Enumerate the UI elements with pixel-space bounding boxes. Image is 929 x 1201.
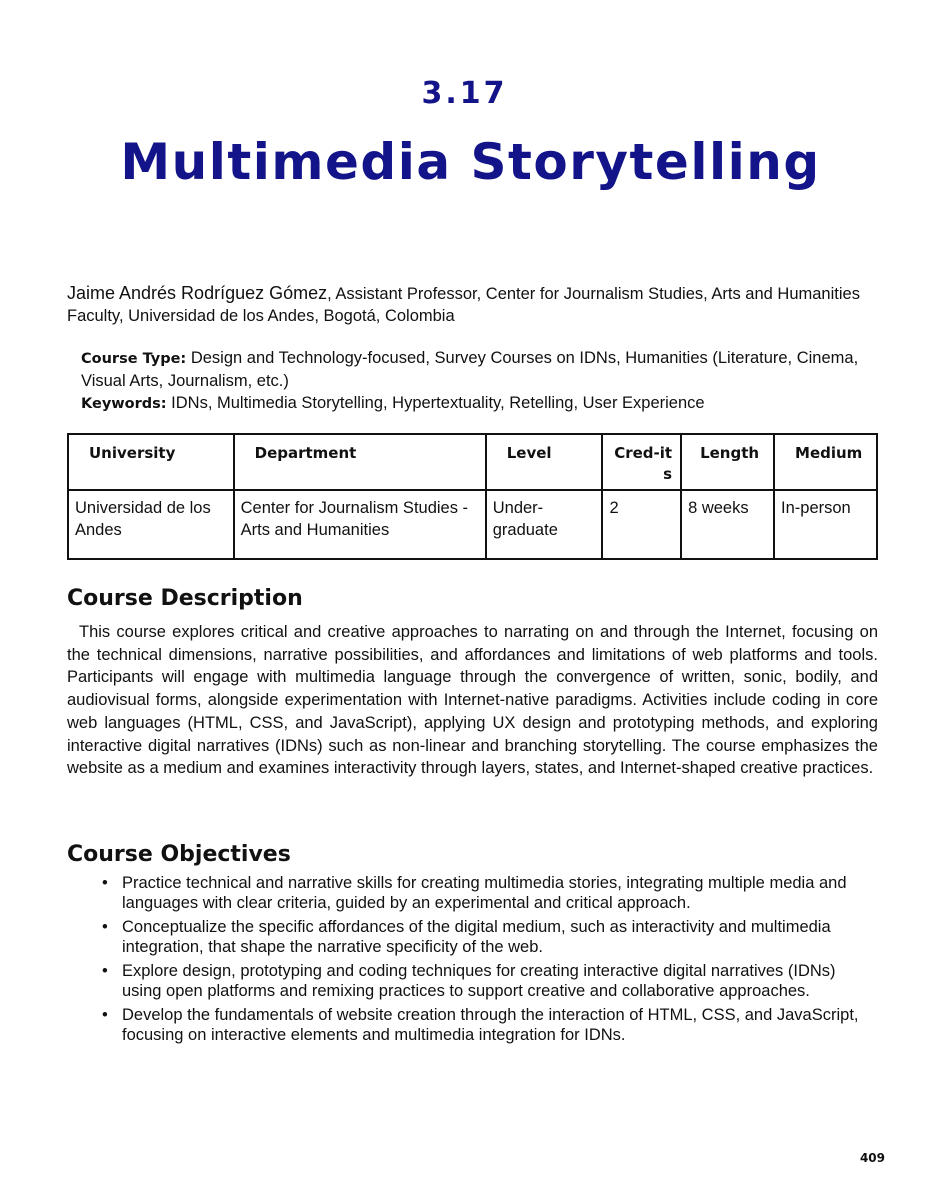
bullet-icon: • — [102, 874, 108, 892]
keywords — [81, 392, 871, 415]
author-affiliation: , Assistant Professor, Center for Journalism Studies, Arts and Humanities Faculty, Universidad de los Andes, Bogotá, Colombia — [67, 285, 860, 325]
cell-credits: 2 — [602, 490, 681, 559]
list-item — [100, 917, 860, 957]
header-credits: Cred-its — [602, 434, 681, 490]
objective-text: Explore design, prototyping and coding techniques for creating interactive digital narratives (IDNs) using open platforms and remixing practices to support creative and collaborative approaches. — [122, 962, 836, 1000]
header-university: University — [68, 434, 234, 490]
objectives-list — [100, 873, 860, 1049]
table-row — [68, 490, 877, 559]
course-info-table — [67, 433, 878, 560]
course-type-label: Course Type: — [81, 351, 187, 367]
objective-text: Conceptualize the specific affordances of the digital medium, such as interactivity and multimedia integration, that shape the narrative specificity of the web. — [122, 918, 831, 956]
author-name: Jaime Andrés Rodríguez Gómez — [67, 283, 328, 303]
cell-university: Universidad de los Andes — [68, 490, 234, 559]
header-department: Department — [234, 434, 486, 490]
cell-medium: In-person — [774, 490, 877, 559]
keywords-value: IDNs, Multimedia Storytelling, Hypertextuality, Retelling, User Experience — [166, 394, 705, 412]
course-meta — [81, 347, 871, 415]
cell-department: Center for Journalism Studies - Arts and Humanities — [234, 490, 486, 559]
course-objectives-heading: Course Objectives — [67, 842, 291, 867]
bullet-icon: • — [102, 918, 108, 936]
list-item — [100, 961, 860, 1001]
section-number: 3.17 — [421, 76, 508, 111]
objective-text: Develop the fundamentals of website creation through the interaction of HTML, CSS, and JavaScript, focusing on interactive elements and multimedia integration for IDNs. — [122, 1006, 859, 1044]
objective-text: Practice technical and narrative skills for creating multimedia stories, integrating multiple media and languages with clear criteria, guided by an experimental and critical approach. — [122, 874, 847, 912]
list-item — [100, 1005, 860, 1045]
bullet-icon: • — [102, 1006, 108, 1024]
cell-length: 8 weeks — [681, 490, 774, 559]
header-length: Length — [681, 434, 774, 490]
header-level: Level — [486, 434, 603, 490]
bullet-icon: • — [102, 962, 108, 980]
table-header-row — [68, 434, 877, 490]
chapter-title: Multimedia Storytelling — [120, 133, 821, 191]
course-description-heading: Course Description — [67, 586, 303, 611]
cell-level: Under-graduate — [486, 490, 603, 559]
page-number: 409 — [859, 1151, 885, 1165]
keywords-label: Keywords: — [81, 396, 167, 412]
header-medium: Medium — [774, 434, 877, 490]
list-item — [100, 873, 860, 913]
course-type-value: Design and Technology-focused, Survey Courses on IDNs, Humanities (Literature, Cinema, Visual Arts, Journalism, etc.) — [81, 349, 859, 390]
course-description-text: This course explores critical and creative approaches to narrating on and through the Internet, focusing on the technical dimensions, narrative possibilities, and affordances and limitations of web platforms and tools. Participants will engage with multimedia language through the convergence of written, sonic, bodily, and audiovisual forms, alongside experimentation with Internet-native paradigms. Activities include coding in core web languages (HTML, CSS, and JavaScript), applying UX design and prototyping methods, and exploring interactive digital narratives (IDNs) such as non-linear and branching storytelling. The course emphasizes the website as a medium and examines interactivity through layers, states, and Internet-shaped creative practices. — [67, 623, 878, 778]
course-type — [81, 347, 871, 392]
author-line — [67, 282, 877, 327]
